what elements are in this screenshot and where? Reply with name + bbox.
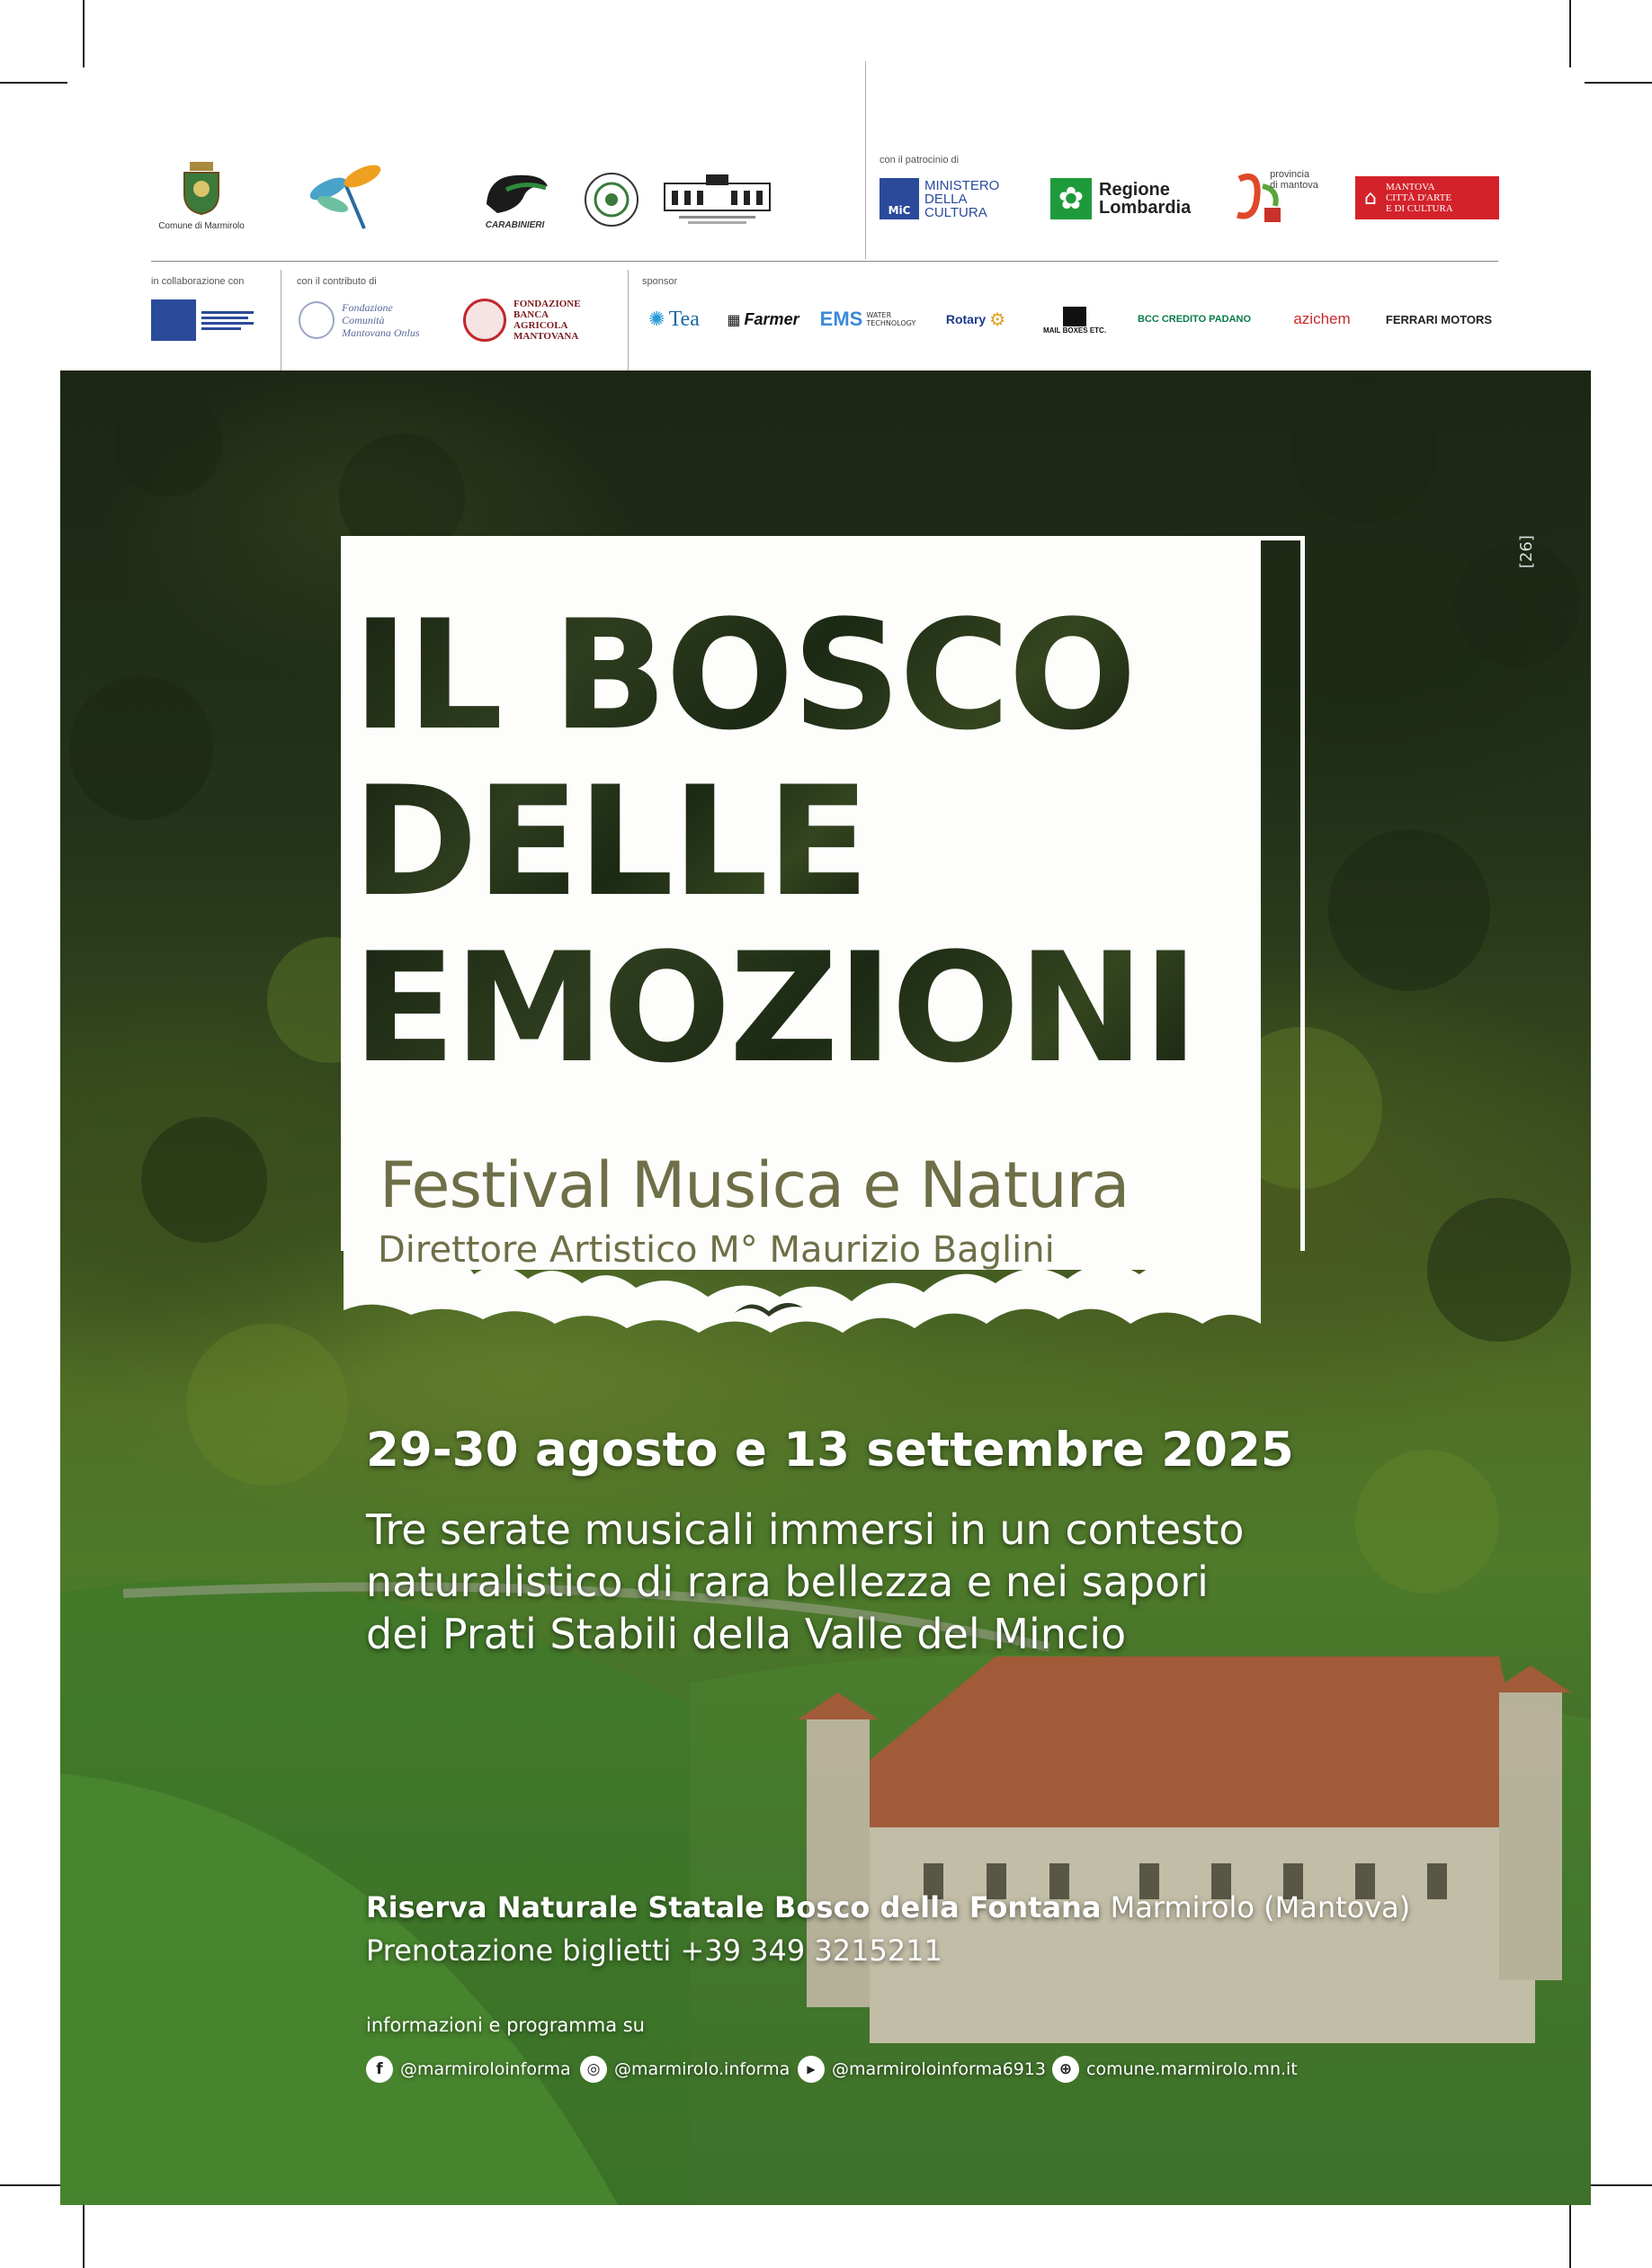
comune-marmirolo-logo (151, 153, 252, 238)
sponsor-farmer (725, 304, 801, 335)
header-rule (151, 261, 1498, 262)
sponsor-name: BCC CREDITO PADANO (1137, 314, 1252, 325)
title-line-2: DELLE (353, 754, 869, 930)
social-handle: @marmirolo.informa (614, 2059, 790, 2079)
coat-of-arms-icon (181, 160, 222, 216)
regione-lombardia-logo (1050, 175, 1194, 222)
venue-location: Marmirolo (Mantova) (1101, 1890, 1411, 1924)
social-facebook[interactable] (366, 2056, 571, 2083)
header-divider (865, 61, 866, 259)
patron-line: DELLA (924, 191, 968, 207)
collab-label: in collaborazione con (151, 276, 245, 287)
contributor-line: FONDAZIONE (513, 299, 581, 309)
dragonfly-icon (301, 155, 391, 236)
sponsor-rotary (926, 304, 1025, 335)
sponsor-name: EMS (819, 308, 863, 330)
sponsor-name: Rotary (945, 312, 987, 326)
globe-icon: ⊕ (1052, 2056, 1079, 2083)
sponsor-name: Farmer (744, 309, 799, 328)
social-handle: @marmiroloinforma (400, 2059, 571, 2079)
rosa-camuna-icon: ✿ (1050, 178, 1092, 219)
contributor-line: BANCA (513, 309, 549, 320)
mbe-box-icon (1063, 307, 1086, 326)
circle-logo-icon (299, 301, 335, 339)
provincia-mantova-logo (1230, 167, 1320, 228)
poster-photo (60, 371, 1591, 2205)
event-dates: 29-30 agosto e 13 settembre 2025 (366, 1423, 1294, 1478)
mantova-unesco-logo (1355, 176, 1499, 219)
sponsor-name: MAIL BOXES ETC. (1042, 326, 1107, 335)
contributor-line: Mantovana Onlus (342, 326, 420, 339)
seal-icon (583, 171, 640, 228)
soprintendenza-logo (151, 297, 259, 344)
contributor-line: AGRICOLA (513, 320, 568, 331)
venue-line (366, 1890, 1410, 1924)
crop-mark (0, 2184, 67, 2186)
crop-mark (1585, 2184, 1652, 2186)
crop-mark (0, 82, 67, 84)
carabinieri-logo (477, 162, 553, 236)
info-label: informazioni e programma su (366, 2014, 645, 2036)
sponsor-name: azichem (1293, 310, 1351, 327)
building-icon (661, 171, 773, 228)
social-handle: comune.marmirolo.mn.it (1086, 2059, 1298, 2079)
crop-mark (1585, 82, 1652, 84)
sponsor-azichem (1277, 304, 1367, 335)
title-frame (341, 536, 1305, 1251)
rotary-wheel-icon: ⚙ (989, 308, 1006, 330)
carabinieri-icon (479, 168, 551, 220)
patron-line: Regione (1099, 180, 1170, 200)
contributor-line: Fondazione Comunità (342, 301, 393, 326)
social-youtube[interactable] (798, 2056, 1046, 2083)
tea-swirl-icon: ✺ (648, 308, 665, 331)
mic-block-icon (151, 299, 196, 341)
comune-caption: Comune di Marmirolo (158, 221, 245, 231)
instagram-icon: ◎ (580, 2056, 607, 2083)
title-line-1: IL BOSCO (353, 587, 1136, 763)
youtube-icon: ▶ (798, 2056, 825, 2083)
mic-mark: MiC (880, 178, 919, 219)
crop-mark (83, 2201, 85, 2268)
biodiversita-seal (583, 171, 640, 228)
ministero-cultura-logo (880, 175, 1005, 222)
crop-mark (1569, 2201, 1571, 2268)
sponsor-label: sponsor (642, 276, 678, 287)
page-number: [26] (1517, 535, 1536, 568)
fondazione-comunita-logo (299, 297, 433, 344)
bird-icon (733, 1295, 805, 1322)
sponsor-bcc (1122, 304, 1266, 335)
venue-name: Riserva Naturale Statale Bosco della Fontana (366, 1890, 1102, 1924)
sponsor-ems: EMS WATER TECHNOLOGY (819, 308, 916, 330)
patron-line: Lombardia (1099, 198, 1192, 218)
booking-phone: Prenotazione biglietti +39 349 3215211 (366, 1933, 942, 1968)
bank-seal-icon (463, 299, 506, 342)
social-handle: @marmiroloinforma6913 (832, 2059, 1046, 2079)
facebook-icon: f (366, 2056, 393, 2083)
sponsor-name: FERRARI MOTORS (1385, 312, 1493, 326)
patron-line: CULTURA (924, 204, 987, 220)
unesco-icon: ⌂ (1364, 186, 1377, 210)
sponsor-name: Tea (668, 307, 700, 331)
crop-mark (1569, 0, 1571, 67)
carabinieri-caption: CARABINIERI (485, 219, 545, 230)
artistic-director: Direttore Artistico M° Maurizio Baglini (378, 1229, 1055, 1271)
fondazione-banca-logo (463, 295, 598, 345)
contrib-label: con il contributo di (297, 276, 377, 287)
social-website[interactable] (1052, 2056, 1298, 2083)
dragonfly-logo (301, 155, 391, 236)
patron-line: CITTÀ D'ARTE (1385, 192, 1452, 203)
sponsor-tea (640, 304, 708, 335)
sponsor-ferrari-motors (1376, 304, 1502, 335)
patron-line: E DI CULTURA (1385, 203, 1453, 214)
description-line: dei Prati Stabili della Valle del Mincio (366, 1610, 1127, 1658)
villa-logo (661, 171, 773, 228)
description-line: Tre serate musicali immersi in un contesto (366, 1505, 1245, 1554)
title-line-3: EMOZIONI (353, 920, 1198, 1096)
festival-subtitle: Festival Musica e Natura (380, 1148, 1130, 1222)
patron-line: MINISTERO (924, 177, 1000, 193)
checkered-flag-icon: ▦ (727, 310, 741, 328)
partner-divider (628, 270, 629, 371)
patron-line: MANTOVA (1385, 182, 1435, 192)
patronage-label: con il patrocinio di (880, 155, 960, 165)
sponsor-mailboxes (1039, 299, 1111, 342)
patron-line: di mantova (1270, 180, 1318, 191)
description-line: naturalistico di rara bellezza e nei sapori (366, 1558, 1209, 1606)
social-instagram[interactable] (580, 2056, 790, 2083)
patron-line: provincia (1270, 169, 1310, 180)
crop-mark (83, 0, 85, 67)
contributor-line: MANTOVANA (513, 331, 579, 342)
